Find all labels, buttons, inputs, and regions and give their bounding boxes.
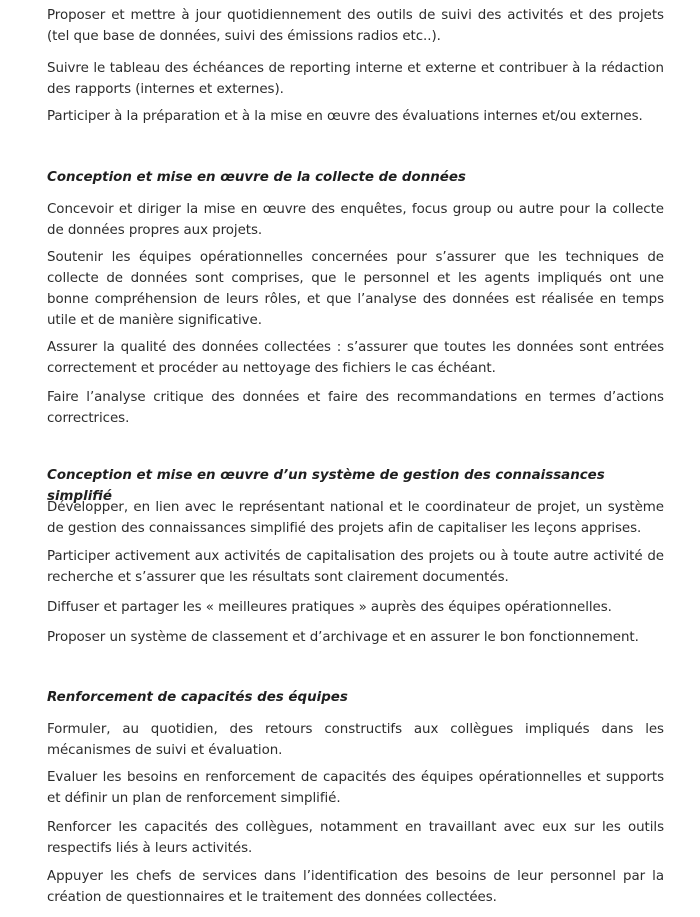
section-1-paragraph-1: Concevoir et diriger la mise en œuvre des enquêtes, focus group ou autre pour la collecte de données propres aux projets.	[47, 202, 664, 238]
section-3-paragraph-4: Appuyer les chefs de services dans l’identification des besoins de leur personnel par la création de questionnaires et le traitement des données collectées.	[47, 869, 664, 905]
section-1-paragraph-3: Assurer la qualité des données collectées : s’assurer que toutes les données sont entrées correctement et procéder au nettoyage des fichiers le cas échéant.	[47, 340, 664, 376]
section-1-paragraph-2: Soutenir les équipes opérationnelles concernées pour s’assurer que les techniques de collecte de données sont comprises, que le personnel et les agents impliqués ont une bonne compréhension de leurs rôles, et que l’analyse des données est réalisée en temps utile et de manière significative.	[47, 250, 664, 328]
section-1-paragraph-4: Faire l’analyse critique des données et faire des recommandations en termes d’actions correctrices.	[47, 390, 664, 426]
intro-paragraph-3: Participer à la préparation et à la mise en œuvre des évaluations internes et/ou externes.	[47, 109, 643, 124]
section-3-paragraph-3: Renforcer les capacités des collègues, notamment en travaillant avec eux sur les outils respectifs liés à leurs activités.	[47, 820, 664, 856]
section-heading-knowledge-management: Conception et mise en œuvre d’un système de gestion des connaissances simplifié	[47, 468, 605, 504]
section-3-paragraph-2: Evaluer les besoins en renforcement de capacités des équipes opérationnelles et supports et définir un plan de renforcement simplifié.	[47, 770, 664, 806]
section-3-paragraph-1: Formuler, au quotidien, des retours constructifs aux collègues impliqués dans les mécanismes de suivi et évaluation.	[47, 722, 664, 758]
section-2-paragraph-2: Participer activement aux activités de capitalisation des projets ou à toute autre activité de recherche et s’assurer que les résultats sont clairement documentés.	[47, 549, 664, 585]
section-heading-capacity-building: Renforcement de capacités des équipes	[47, 690, 348, 705]
intro-paragraph-2: Suivre le tableau des échéances de reporting interne et externe et contribuer à la rédaction des rapports (internes et externes).	[47, 61, 664, 97]
intro-paragraph-1: Proposer et mettre à jour quotidiennement des outils de suivi des activités et des projets (tel que base de données, suivi des émissions radios etc..).	[47, 8, 664, 44]
section-2-paragraph-1: Développer, en lien avec le représentant national et le coordinateur de projet, un système de gestion des connaissances simplifié des projets afin de capitaliser les leçons apprises.	[47, 500, 664, 536]
section-2-paragraph-4: Proposer un système de classement et d’archivage et en assurer le bon fonctionnement.	[47, 630, 639, 645]
section-heading-data-collection: Conception et mise en œuvre de la collecte de données	[47, 170, 466, 185]
section-2-paragraph-3: Diffuser et partager les « meilleures pratiques » auprès des équipes opérationnelles.	[47, 600, 612, 615]
